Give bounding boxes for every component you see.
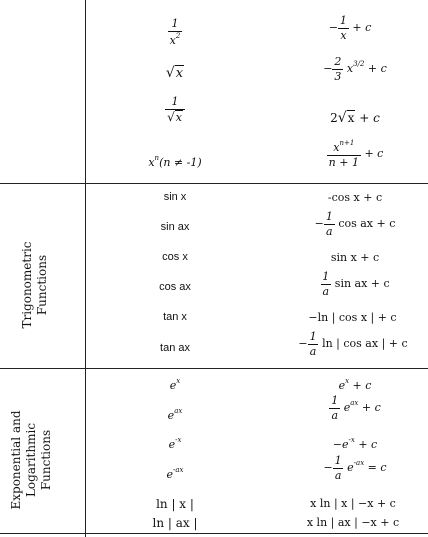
integral-cell: -cos x + c [327,191,383,204]
trig-section-label: Trigonometric Functions [20,241,49,329]
section-divider-bottom [0,368,428,369]
function-cell: cos x [162,251,188,263]
integral-cell: $\frac{1}{a}$ sin ax + c [322,270,390,298]
function-cell: $e^{-ax}$ [166,466,184,481]
integral-cell: $-e^{-x} + c$ [332,436,378,451]
function-cell: $e^x$ [169,377,181,392]
function-cell: $x^n(n \ne -1)$ [148,154,202,169]
integral-cell: sin x + c [330,251,380,264]
function-cell: ln | x | [156,497,194,511]
section-divider-top [0,183,428,184]
integral-cell: $\frac{x^{n+1}}{n + 1}$ + c [328,139,384,169]
function-cell: ln | ax | [152,516,198,530]
integral-cell: − $\frac{1}{x}$ + c [328,14,372,42]
function-cell: $\frac{1}{√x}$ [135,96,215,123]
exp-section-label: Exponential and Logarithmic Functions [9,410,53,510]
integral-cell: −ln | cos x | + c [308,311,397,324]
function-cell: sin x [163,191,187,203]
function-cell: √x [165,65,184,81]
function-cell: tan ax [160,342,190,354]
integral-cell: x ln | x | −x + c [310,497,396,510]
function-cell: $e^{-x}$ [168,436,182,451]
function-cell: sin ax [160,221,190,233]
integral-cell: x ln | ax | −x + c [306,516,400,529]
function-cell: cos ax [159,281,191,293]
integral-cell: − $\frac{2}{3}$ $x^{3/2} + c$ [323,55,387,83]
function-cell: tan x [163,311,187,323]
function-cell: $e^{ax}$ [167,407,183,422]
integral-cell: − $\frac{1}{a}$ ln | cos ax | + c [298,330,408,358]
integral-cell: − $\frac{1}{a}$ $e^{-ax} = c$ [323,454,387,482]
integral-cell: 2√x + c [330,110,380,126]
function-cell: $\frac{1}{x^2}$ [169,17,181,47]
integral-cell: − $\frac{1}{a}$ cos ax + c [314,210,396,238]
integral-cell: $e^x + c$ [338,377,372,392]
column-divider [85,0,86,537]
integral-cell: $\frac{1}{a}$ $e^{ax} + c$ [331,394,381,422]
